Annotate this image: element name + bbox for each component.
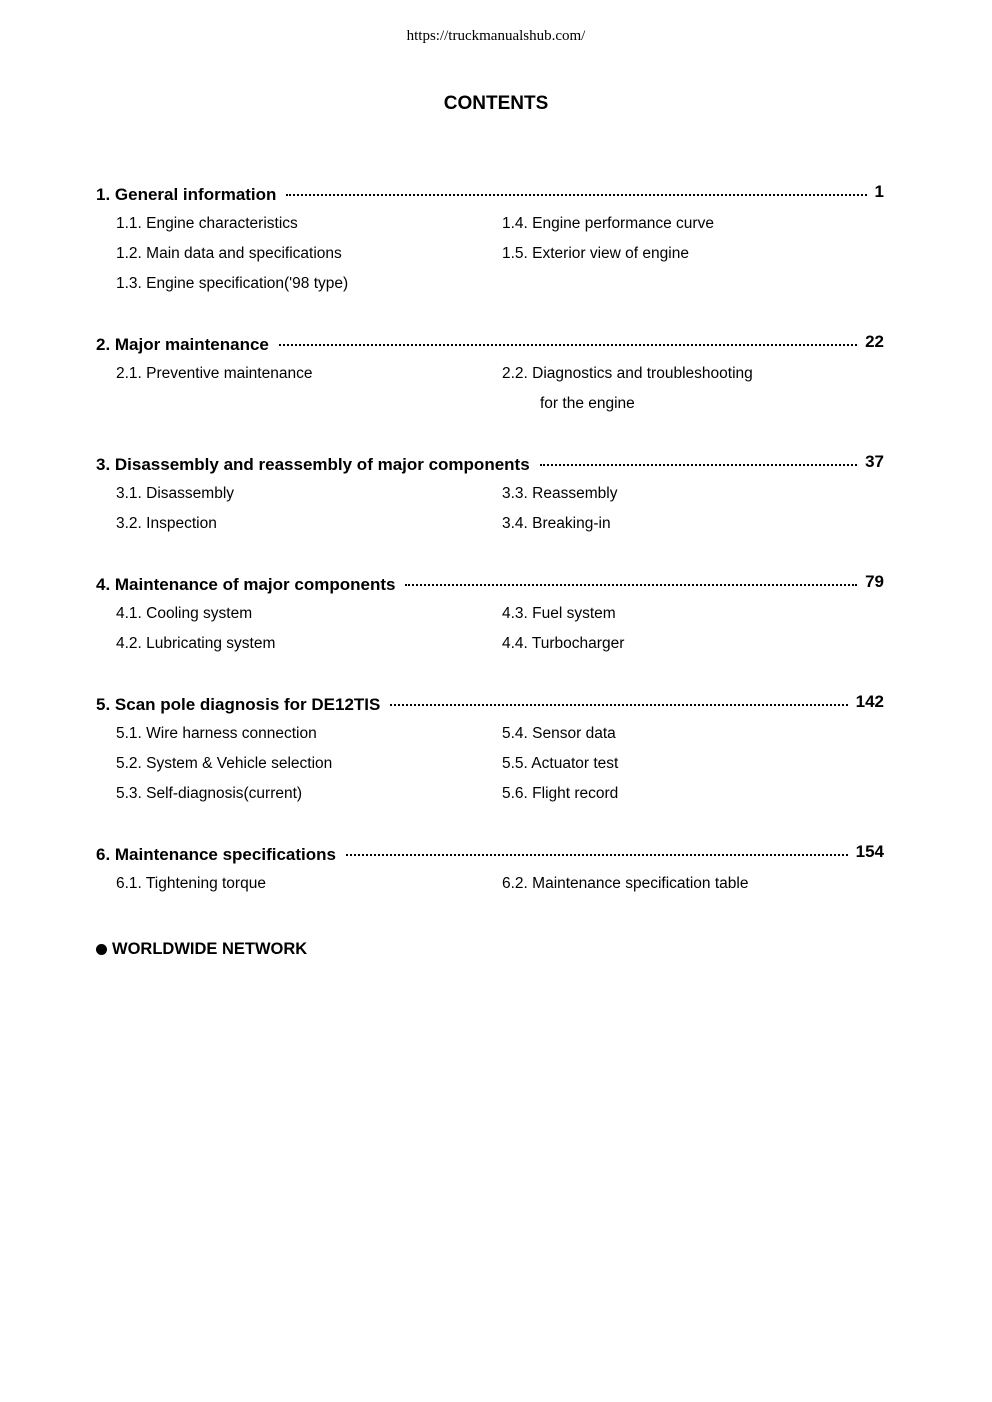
toc-subitem[interactable]: 4.1. Cooling system [116, 605, 253, 622]
toc-subitem-continuation: for the engine [540, 395, 635, 412]
toc-section-4 [96, 572, 884, 652]
toc-heading[interactable] [96, 452, 884, 477]
toc-subitem[interactable]: 4.2. Lubricating system [116, 635, 276, 652]
toc-subitem[interactable]: 5.2. System & Vehicle selection [116, 755, 333, 772]
toc-heading[interactable] [96, 842, 884, 867]
bullet-icon [96, 944, 107, 955]
toc-heading[interactable] [96, 332, 884, 357]
dot-leader [279, 344, 857, 346]
toc-subitem[interactable]: 5.5. Actuator test [502, 755, 619, 772]
dot-leader [390, 704, 847, 706]
toc-section-5 [96, 692, 884, 802]
toc-subitem[interactable]: 1.5. Exterior view of engine [502, 245, 689, 262]
toc-subitem[interactable]: 3.3. Reassembly [502, 485, 618, 502]
toc-heading-label: 6. Maintenance specifications [96, 845, 336, 864]
toc-subitem[interactable]: 2.1. Preventive maintenance [116, 365, 313, 382]
dot-leader [540, 464, 857, 466]
toc-subitem[interactable]: 5.6. Flight record [502, 785, 619, 802]
toc-subitem[interactable]: 2.2. Diagnostics and troubleshooting [502, 365, 753, 382]
toc-heading-label: 1. General information [96, 185, 277, 204]
worldwide-network-label: WORLDWIDE NETWORK [112, 940, 308, 958]
dot-leader [286, 194, 866, 196]
toc-subitem[interactable]: 5.1. Wire harness connection [116, 725, 317, 742]
page-title: CONTENTS [443, 93, 549, 114]
toc-subitem[interactable]: 5.4. Sensor data [502, 725, 616, 742]
dot-leader [405, 584, 857, 586]
toc-heading-label: 2. Major maintenance [96, 335, 269, 354]
toc-page-number: 154 [855, 842, 884, 861]
toc-heading-label: 3. Disassembly and reassembly of major components [96, 455, 530, 474]
toc-subitem[interactable]: 1.3. Engine specification('98 type) [116, 275, 349, 292]
toc-section-3 [96, 452, 884, 532]
toc-subitem[interactable]: 6.1. Tightening torque [116, 875, 266, 892]
toc-section-1 [96, 182, 884, 292]
worldwide-network-item[interactable] [96, 940, 307, 959]
toc-subitem[interactable]: 3.1. Disassembly [116, 485, 235, 502]
toc-subitem[interactable]: 6.2. Maintenance specification table [502, 875, 749, 892]
toc-subitem[interactable]: 5.3. Self-diagnosis(current) [116, 785, 303, 802]
toc-subitem[interactable]: 1.2. Main data and specifications [116, 245, 342, 262]
toc-heading-label: 4. Maintenance of major components [96, 575, 396, 594]
toc-page-number: 22 [865, 332, 884, 351]
toc-subitem[interactable]: 4.4. Turbocharger [502, 635, 625, 652]
toc-subitem[interactable]: 3.2. Inspection [116, 515, 217, 532]
toc-page-number: 37 [865, 452, 884, 471]
toc-page-number: 1 [874, 182, 884, 201]
dot-leader [346, 854, 848, 856]
toc-heading[interactable] [96, 572, 884, 597]
toc-subitem[interactable]: 1.1. Engine characteristics [116, 215, 298, 232]
toc-subitem[interactable]: 1.4. Engine performance curve [502, 215, 714, 232]
toc-heading[interactable] [96, 182, 884, 207]
toc-subitem[interactable]: 4.3. Fuel system [502, 605, 616, 622]
toc-page-number: 79 [865, 572, 884, 591]
source-url: https://truckmanualshub.com/ [406, 28, 586, 44]
toc-heading-label: 5. Scan pole diagnosis for DE12TIS [96, 695, 381, 714]
toc-section-6 [96, 842, 884, 892]
toc-subitem[interactable]: 3.4. Breaking-in [502, 515, 611, 532]
toc-heading[interactable] [96, 692, 884, 717]
toc-section-2 [96, 332, 884, 412]
toc-page-number: 142 [855, 692, 884, 711]
